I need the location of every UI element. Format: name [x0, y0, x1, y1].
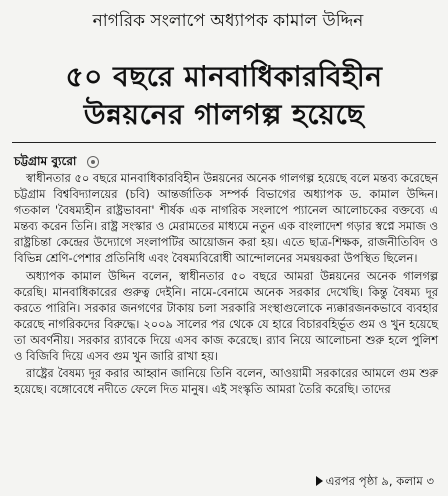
- dateline: [14, 152, 99, 170]
- divider: [12, 142, 436, 143]
- arrow-right-icon: [316, 476, 323, 486]
- article-body: [14, 170, 438, 397]
- headline: [10, 58, 438, 134]
- headline-line-1: ৫০ বছরে মানবাধিকারবিহীন: [65, 60, 383, 93]
- paragraph-1: স্বাধীনতার ৫০ বছরে মানবাধিকারবিহীন উন্নয়নের অনেক গালগল্প হয়েছে বলে মন্তব্য করেছেন চট্টগ্রাম বিশ্ববিদ্যালয়ের (চবি) আন্তর্জাতিক সম্পর্ক বিভাগের অধ্যাপক ড. কামাল উদ্দিন। গতকাল 'বৈষম্যহীন রাষ্ট্রভাবনা' শীর্ষক এক নাগরিক সংলাপে প্যানেল আলোচকের বক্তব্যে এ মন্তব্য করেন তিনি। রাষ্ট্র সংস্কার ও মেরামতের মাধ্যমে নতুন এক বাংলাদেশ গড়ার স্বপ্নে সমাজ ও রাষ্ট্রচিন্তা কেন্দ্রের উদ্যোগে সংলাপটির আয়োজন করা হয়। এতে ছাত্র-শিক্ষক, রাজনীতিবিদ ও বিভিন্ন শ্রেণি-পেশার প্রতিনিধি এবং বৈষম্যবিরোধী আন্দোলনের সমন্বয়করা উপস্থিত ছিলেন।: [14, 171, 438, 266]
- paragraph-2: অধ্যাপক কামাল উদ্দিন বলেন, স্বাধীনতার ৫০ বছরে আমরা উন্নয়নের অনেক গালগল্প করেছি। মানবাধিকারের গুরুত্ব দেইনি। নামে-বেনামে অনেক সরকার দেখেছি। কিন্তু বৈষম্য দূর করতে পারিনি। সরকার জনগণের টাকায় চলা সরকারি সংস্থাগুলোকে ন্যক্কারজনকভাবে ব্যবহার করেছে নাগরিকদের বিরুদ্ধে। ২০০৯ সালের পর থেকে যে হারে বিচারবহির্ভূত গুম ও খুন হয়েছে তা অবর্ণনীয়। সরকার র‍্যাবকে দিয়ে এসব কাজ করেছে। র‍্যাব নিয়ে আলোচনা শুরু হলে পুলিশ ও বিজিবি দিয়ে এসব গুম খুন জারি রাখা হয়।: [14, 268, 438, 364]
- continuation-text: এরপর পৃষ্ঠা ৯, কলাম ৩: [325, 474, 434, 488]
- dateline-text: চট্টগ্রাম ব্যুরো: [14, 154, 77, 168]
- headline-line-2: উন্নয়নের গালগল্প হয়েছে: [83, 98, 365, 131]
- bureau-icon: [87, 156, 99, 168]
- paragraph-3: রাষ্ট্রের বৈষম্য দূর করার আহ্বান জানিয়ে তিনি বলেন, আওয়ামী সরকারের আমলে গুম শুরু হয়েছে। বঙ্গোবেধে নদীতে ফেলে দিত মানুষ। এই সংস্কৃতি আমরা তৈরি করেছি। তাদের: [14, 366, 438, 397]
- continuation-note: [284, 472, 434, 490]
- kicker: নাগরিক সংলাপে অধ্যাপক কামাল উদ্দিন: [92, 11, 364, 31]
- newspaper-clipping: [6, 4, 442, 492]
